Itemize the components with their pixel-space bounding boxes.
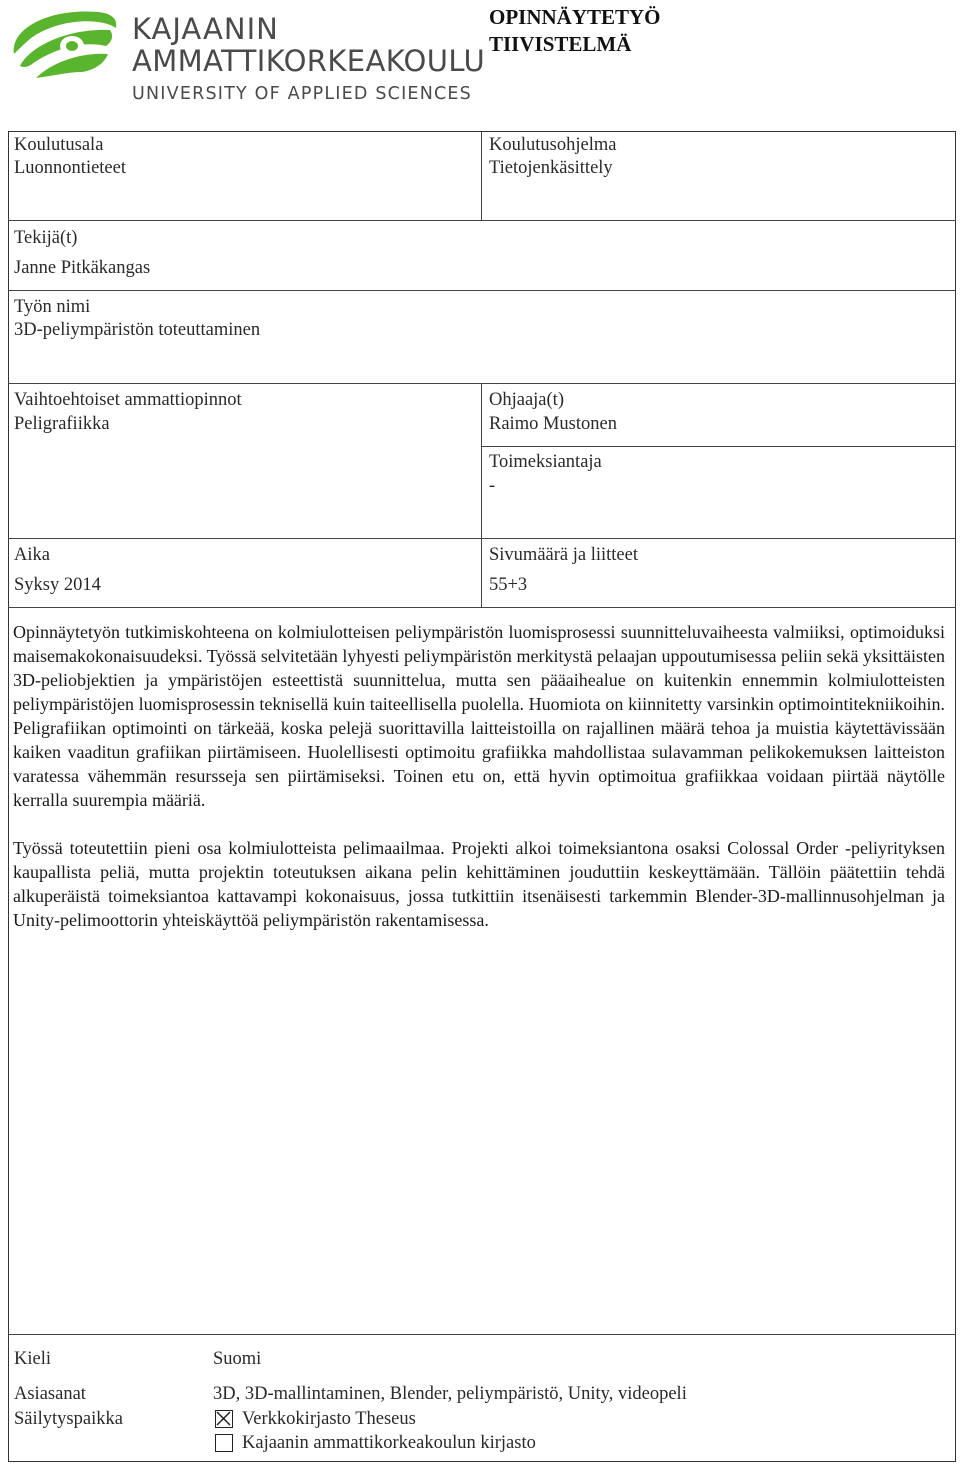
divider <box>8 383 956 384</box>
title-label: Työn nimi <box>14 297 91 317</box>
school-logo <box>6 4 486 108</box>
keywords-value: 3D, 3D-mallintaminen, Blender, peliympäristö, Unity, videopeli <box>213 1384 687 1404</box>
language-label: Kieli <box>14 1349 51 1369</box>
logo-tagline: UNIVERSITY OF APPLIED SCIENCES <box>132 84 472 104</box>
storage-option-theseus-checkbox[interactable] <box>215 1410 233 1428</box>
storage-option-theseus-label: Verkkokirjasto Theseus <box>242 1409 416 1429</box>
time-label: Aika <box>14 545 50 565</box>
time-value: Syksy 2014 <box>14 575 101 595</box>
divider <box>481 131 482 221</box>
author-value: Janne Pitkäkangas <box>14 258 151 278</box>
abstract-paragraph: Työssä toteutettiin pieni osa kolmiulotteista pelimaailmaa. Projekti alkoi toimeksiantona osaksi Colossal Order -peliyrityksen kaupallista peliä, mutta projektin toteutuksen aikana pelin kehittäminen jouduttiin keskeyttämään. Tällöin päätettiin tehdä alkuperäistä toimeksiantoa kattavampi kokonaisuus, jossa tutkittiin itsenäisesti tarkemmin Blender-3D-mallinnusohjelman ja Unity-pelimoottorin yhteiskäyttöä peliympäristön rakentamisessa. <box>13 838 945 930</box>
storage-option-library-checkbox[interactable] <box>215 1434 233 1452</box>
title-value: 3D-peliympäristön toteuttaminen <box>14 320 261 340</box>
abstract-paragraph: Opinnäytetyön tutkimiskohteena on kolmiulotteisen peliympäristön luomisprosessi suunnitteluvaiheesta valmiiksi, optimoiduksi maisemakokonaisuudeksi. Työssä selvitetään lyhyesti peliympäristön merkitystä pelaajan uppoutumisessa peliin sekä yksittäisten 3D-peliobjektien ja ympäristöjen esteettistä suunnittelua, mutta sen pääaihealue on kuitenkin ennemmin kolmiulotteisten peliympäristöjen luomisprosessin teknisellä kuin taiteellisella puolella. Huomiota on kiinnitetty varsinkin optimointitekniikoihin. Peligrafiikan optimointi on tärkeää, koska pelejä suorittavilla laitteistoilla on rajallinen määrä tehoa ja muistia käytettävissään kaiken vaaditun grafiikan piirtämiseen. Huolellisesti optimoitu grafiikka mahdollistaa sulavamman pelikokemuksen laitteiston varatessa vähemmän resursseja sen piirtämiseksi. Toinen etu on, että hyvin optimoitua grafiikkaa voidaan piirtää näytölle kerralla suurempia määriä. <box>13 622 945 810</box>
divider <box>8 538 956 539</box>
koulutusohjelma-label: Koulutusohjelma <box>489 135 617 155</box>
elective-studies-label: Vaihtoehtoiset ammattiopinnot <box>14 390 242 410</box>
storage-option-library-label: Kajaanin ammattikorkeakoulun kirjasto <box>242 1433 536 1453</box>
elective-studies-value: Peligrafiikka <box>14 414 110 434</box>
page-count-label: Sivumäärä ja liitteet <box>489 545 638 565</box>
logo-name-line2: AMMATTIKORKEAKOULU <box>132 44 486 78</box>
commissioner-value: - <box>489 476 496 496</box>
koulutusala-label: Koulutusala <box>14 135 104 155</box>
koulutusohjelma-value: Tietojenkäsittely <box>489 158 613 178</box>
divider <box>8 607 956 608</box>
supervisor-value: Raimo Mustonen <box>489 414 617 434</box>
page-count-value: 55+3 <box>489 575 528 595</box>
abstract-text <box>13 620 945 956</box>
divider <box>8 290 956 291</box>
logo-name-line1: KAJAANIN <box>132 12 279 46</box>
supervisor-label: Ohjaaja(t) <box>489 390 564 410</box>
divider <box>8 220 956 221</box>
doc-type-line2: TIIVISTELMÄ <box>489 32 632 56</box>
document-type-heading <box>489 4 661 58</box>
commissioner-label: Toimeksiantaja <box>489 452 602 472</box>
storage-label: Säilytyspaikka <box>14 1409 123 1429</box>
doc-type-line1: OPINNÄYTETYÖ <box>489 5 661 29</box>
checked-x-icon <box>216 1411 231 1426</box>
divider <box>481 383 482 607</box>
language-value: Suomi <box>213 1349 262 1369</box>
logo-emblem-icon <box>6 6 118 86</box>
divider <box>8 1334 956 1335</box>
author-label: Tekijä(t) <box>14 228 78 248</box>
divider <box>482 446 956 447</box>
koulutusala-value: Luonnontieteet <box>14 158 126 178</box>
keywords-label: Asiasanat <box>14 1384 86 1404</box>
